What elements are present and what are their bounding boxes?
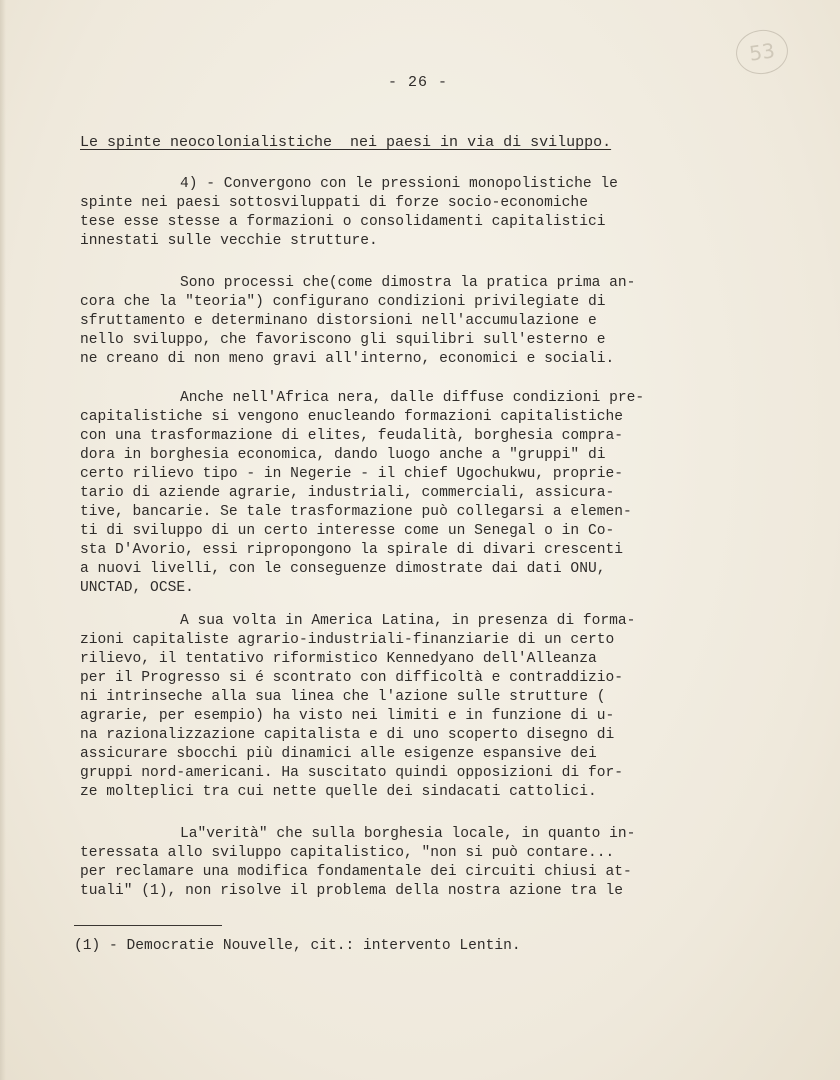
- section-heading: Le spinte neocolonialistiche nei paesi in via di sviluppo.: [80, 134, 612, 151]
- footnote-divider: [74, 925, 222, 926]
- text-line: 4) - Convergono con le pressioni monopolistiche le: [180, 176, 618, 192]
- text-line: UNCTAD, OCSE.: [80, 580, 194, 596]
- text-line: certo rilievo tipo - in Negerie - il chief Ugochukwu, proprie-: [80, 466, 623, 482]
- text-line: tive, bancarie. Se tale trasformazione può collegarsi a elemen-: [80, 504, 632, 520]
- text-line: rilievo, il tentativo riformistico Kennedyano dell'Alleanza: [80, 651, 597, 667]
- paragraph-5: [80, 825, 720, 901]
- text-line: per il Progresso si é scontrato con difficoltà e contraddizio-: [80, 670, 623, 686]
- paragraph-1: [80, 175, 720, 251]
- text-line: dora in borghesia economica, dando luogo anche a "gruppi" di: [80, 447, 606, 463]
- text-line: innestati sulle vecchie strutture.: [80, 233, 378, 249]
- archive-stamp: 53: [733, 27, 791, 78]
- text-line: Sono processi che(come dimostra la pratica prima an-: [180, 275, 636, 291]
- text-line: tario di aziende agrarie, industriali, commerciali, assicura-: [80, 485, 615, 501]
- page-number: - 26 -: [388, 74, 449, 91]
- footnote: (1) - Democratie Nouvelle, cit.: intervento Lentin.: [74, 938, 521, 954]
- text-line: con una trasformazione di elites, feudalità, borghesia compra-: [80, 428, 623, 444]
- text-line: ze molteplici tra cui nette quelle dei sindacati cattolici.: [80, 784, 597, 800]
- text-line: assicurare sbocchi più dinamici alle esigenze espansive dei: [80, 746, 597, 762]
- text-line: A sua volta in America Latina, in presenza di forma-: [180, 613, 636, 629]
- text-line: teressata allo sviluppo capitalistico, "non si può contare...: [80, 845, 615, 861]
- text-line: ti di sviluppo di un certo interesse come un Senegal o in Co-: [80, 523, 615, 539]
- text-line: Anche nell'Africa nera, dalle diffuse condizioni pre-: [180, 390, 645, 406]
- text-line: sta D'Avorio, essi ripropongono la spirale di divari crescenti: [80, 542, 623, 558]
- text-line: per reclamare una modifica fondamentale dei circuiti chiusi at-: [80, 864, 632, 880]
- binding-shadow: [0, 0, 6, 1080]
- paragraph-4: [80, 612, 720, 802]
- text-line: ni intrinseche alla sua linea che l'azione sulle strutture (: [80, 689, 606, 705]
- text-line: tuali" (1), non risolve il problema della nostra azione tra le: [80, 883, 623, 899]
- text-line: a nuovi livelli, con le conseguenze dimostrate dai dati ONU,: [80, 561, 606, 577]
- text-line: na razionalizzazione capitalista e di uno scoperto disegno di: [80, 727, 615, 743]
- text-line: spinte nei paesi sottosviluppati di forze socio-economiche: [80, 195, 588, 211]
- text-line: ne creano di non meno gravi all'interno, economici e sociali.: [80, 351, 615, 367]
- text-line: cora che la "teoria") configurano condizioni privilegiate di: [80, 294, 606, 310]
- text-line: nello sviluppo, che favoriscono gli squilibri sull'esterno e: [80, 332, 606, 348]
- text-line: La"verità" che sulla borghesia locale, in quanto in-: [180, 826, 636, 842]
- text-line: tese esse stesse a formazioni o consolidamenti capitalistici: [80, 214, 606, 230]
- text-line: gruppi nord-americani. Ha suscitato quindi opposizioni di for-: [80, 765, 623, 781]
- text-line: capitalistiche si vengono enucleando formazioni capitalistiche: [80, 409, 623, 425]
- text-line: agrarie, per esempio) ha visto nei limiti e in funzione di u-: [80, 708, 615, 724]
- text-line: sfruttamento e determinano distorsioni nell'accumulazione e: [80, 313, 597, 329]
- text-line: zioni capitaliste agrario-industriali-finanziarie di un certo: [80, 632, 615, 648]
- paragraph-3: [80, 389, 720, 598]
- paragraph-2: [80, 274, 720, 369]
